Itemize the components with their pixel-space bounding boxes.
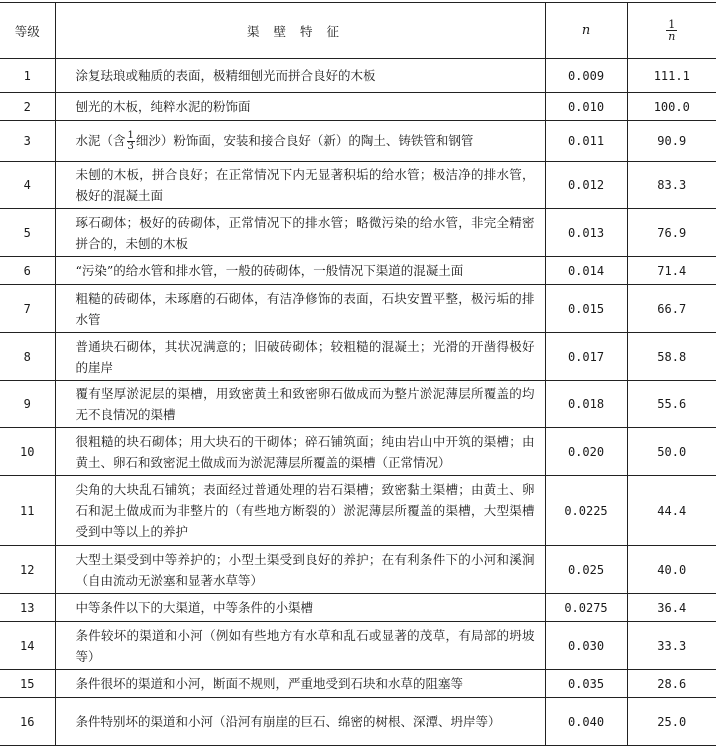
table-row	[0, 333, 716, 381]
n-cell: 0.010	[545, 93, 627, 121]
inverse-n-cell: 44.4	[627, 476, 716, 546]
grade-cell: 1	[0, 59, 55, 93]
n-cell: 0.0275	[545, 594, 627, 622]
inverse-n-cell: 58.8	[627, 333, 716, 381]
inverse-n-cell: 83.3	[627, 162, 716, 209]
fraction-numerator: 1	[668, 18, 676, 31]
description-text-pre: 水泥（含	[75, 133, 126, 148]
inverse-n-cell: 25.0	[627, 698, 716, 746]
table-row	[0, 476, 716, 546]
n-cell: 0.040	[545, 698, 627, 746]
table-row	[0, 93, 716, 121]
one-third-fraction	[127, 131, 135, 152]
grade-cell: 4	[0, 162, 55, 209]
description-cell: 尖角的大块乱石铺筑；表面经过普通处理的岩石渠槽；致密黏土渠槽；由黄土、卵石和泥土做成而为非整片的（有些地方断裂的）淤泥薄层所覆盖的渠槽，大型渠槽受到中等以上的养护	[55, 476, 545, 546]
description-cell: 琢石砌体；极好的砖砌体，正常情况下的排水管；略微污染的给水管，非完全精密拼合的，未刨的木板	[55, 209, 545, 257]
grade-cell: 10	[0, 428, 55, 476]
fraction-denominator: 3	[127, 141, 134, 152]
n-cell: 0.013	[545, 209, 627, 257]
header-inverse-n	[627, 3, 716, 59]
grade-cell: 11	[0, 476, 55, 546]
n-cell: 0.011	[545, 121, 627, 162]
grade-cell: 6	[0, 257, 55, 285]
inverse-n-cell: 36.4	[627, 594, 716, 622]
grade-cell: 12	[0, 546, 55, 594]
inverse-n-cell: 28.6	[627, 670, 716, 698]
description-cell: 中等条件以下的大渠道，中等条件的小渠槽	[55, 594, 545, 622]
table-row	[0, 622, 716, 670]
n-cell: 0.020	[545, 428, 627, 476]
inverse-n-cell: 40.0	[627, 546, 716, 594]
n-cell: 0.014	[545, 257, 627, 285]
inverse-n-cell: 50.0	[627, 428, 716, 476]
inverse-n-cell: 90.9	[627, 121, 716, 162]
roughness-table	[0, 2, 716, 746]
grade-cell: 13	[0, 594, 55, 622]
inverse-n-cell: 55.6	[627, 381, 716, 428]
grade-cell: 8	[0, 333, 55, 381]
description-cell: 涂复珐琅或釉质的表面，极精细刨光而拼合良好的木板	[55, 59, 545, 93]
inverse-n-cell: 76.9	[627, 209, 716, 257]
n-cell: 0.035	[545, 670, 627, 698]
description-cell: 大型土渠受到中等养护的；小型土渠受到良好的养护；在有利条件下的小河和溪涧（自由流动无淤塞和显著水草等）	[55, 546, 545, 594]
description-cell: 普通块石砌体，其状况满意的；旧破砖砌体；较粗糙的混凝土；光滑的开凿得极好的崖岸	[55, 333, 545, 381]
inverse-n-cell: 111.1	[627, 59, 716, 93]
n-cell: 0.0225	[545, 476, 627, 546]
description-cell: 条件特别坏的渠道和小河（沿河有崩崖的巨石、绵密的树根、深潭、坍岸等）	[55, 698, 545, 746]
n-cell: 0.017	[545, 333, 627, 381]
fraction-numerator: 1	[127, 130, 134, 141]
table-row	[0, 121, 716, 162]
grade-cell: 14	[0, 622, 55, 670]
n-cell: 0.015	[545, 285, 627, 333]
n-cell: 0.018	[545, 381, 627, 428]
table-row	[0, 285, 716, 333]
table-row	[0, 257, 716, 285]
table-row	[0, 59, 716, 93]
description-text-post: 细沙）粉饰面，安装和接合良好（新）的陶土、铸铁管和钢管	[135, 133, 474, 148]
description-cell: 刨光的木板，纯粹水泥的粉饰面	[55, 93, 545, 121]
grade-cell: 16	[0, 698, 55, 746]
description-cell: 未刨的木板，拼合良好；在正常情况下内无显著积垢的给水管；极洁净的排水管，极好的混凝土面	[55, 162, 545, 209]
header-grade: 等级	[0, 3, 55, 59]
inverse-n-cell: 66.7	[627, 285, 716, 333]
inverse-n-cell: 100.0	[627, 93, 716, 121]
table-row	[0, 594, 716, 622]
description-cell	[55, 121, 545, 162]
n-cell: 0.030	[545, 622, 627, 670]
table-row	[0, 428, 716, 476]
n-cell: 0.009	[545, 59, 627, 93]
grade-cell: 3	[0, 121, 55, 162]
description-cell: 很粗糙的块石砌体；用大块石的干砌体；碎石铺筑面；纯由岩山中开筑的渠槽；由黄土、卵石和致密泥土做成而为淤泥薄层所覆盖的渠槽（正常情况）	[55, 428, 545, 476]
inverse-n-cell: 71.4	[627, 257, 716, 285]
grade-cell: 9	[0, 381, 55, 428]
header-row	[0, 3, 716, 59]
grade-cell: 2	[0, 93, 55, 121]
description-cell: 条件较坏的渠道和小河（例如有些地方有水草和乱石或显著的茂草，有局部的坍坡等）	[55, 622, 545, 670]
description-cell: 覆有坚厚淤泥层的渠槽，用致密黄土和致密卵石做成而为整片淤泥薄层所覆盖的均无不良情况的渠槽	[55, 381, 545, 428]
description-cell: “污染”的给水管和排水管，一般的砖砌体，一般情况下渠道的混凝土面	[55, 257, 545, 285]
table-row	[0, 381, 716, 428]
table-row	[0, 162, 716, 209]
table-row	[0, 209, 716, 257]
n-cell: 0.012	[545, 162, 627, 209]
table-row	[0, 546, 716, 594]
grade-cell: 5	[0, 209, 55, 257]
n-cell: 0.025	[545, 546, 627, 594]
table-row	[0, 698, 716, 746]
grade-cell: 15	[0, 670, 55, 698]
description-cell: 粗糙的砖砌体，未琢磨的石砌体，有洁净修饰的表面，石块安置平整，极污垢的排水管	[55, 285, 545, 333]
header-features: 渠壁特征	[55, 3, 545, 59]
description-cell: 条件很坏的渠道和小河，断面不规则，严重地受到石块和水草的阻塞等	[55, 670, 545, 698]
header-n: n	[545, 3, 627, 59]
grade-cell: 7	[0, 285, 55, 333]
inverse-n-fraction	[666, 19, 677, 42]
fraction-denominator: n	[668, 30, 676, 43]
inverse-n-cell: 33.3	[627, 622, 716, 670]
table-row	[0, 670, 716, 698]
